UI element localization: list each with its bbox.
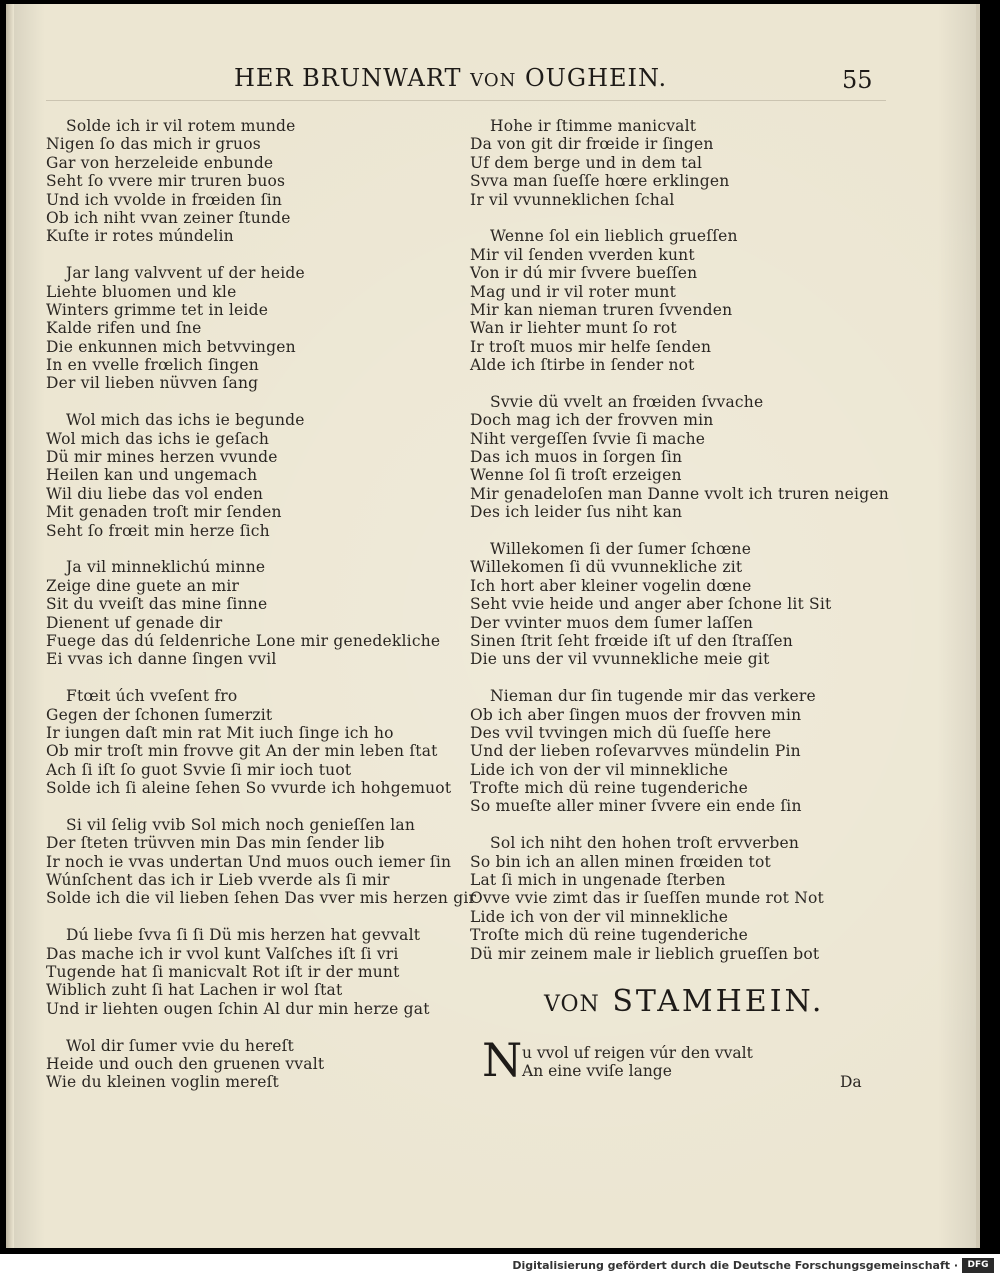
verse-line: In en vvelle frœlich ſingen xyxy=(46,356,259,375)
drop-initial: N xyxy=(482,1033,523,1087)
verse-line: Fuege das dú ſeldenriche Lone mir genedekliche xyxy=(46,631,441,650)
verse-line: Wan ir liehter munt ſo rot xyxy=(470,319,677,338)
verse-line: Svva man ſueſſe hœre erklingen xyxy=(470,172,730,191)
page-edge xyxy=(976,4,980,1248)
verse-line: Dü mir zeinem male ir lieblich grueſſen bot xyxy=(470,944,820,963)
stanza xyxy=(470,393,889,522)
stanza xyxy=(46,117,476,246)
verse-line: Willekomen ſi der ſumer ſchœne xyxy=(490,539,752,558)
verse-line: Und ich vvolde in frœiden ſin xyxy=(46,190,283,209)
verse-line: Und der lieben roſevarvves mündelin Pin xyxy=(470,742,801,761)
verse-line: Willekomen ſi dü vvunnekliche zit xyxy=(470,558,743,577)
verse-line: Lat ſi mich in ungenade ſterben xyxy=(470,871,726,890)
verse-line: Svvie dü vvelt an frœiden ſvvache xyxy=(490,392,764,411)
verse-line: Ob mir troſt min frovve git An der min leben ſtat xyxy=(46,742,438,761)
stanza xyxy=(470,687,889,816)
verse-line: Nieman dur ſin tugende mir das verkere xyxy=(490,687,816,706)
verse-line: Wúnſchent das ich ir Lieb vverde als ſi mir xyxy=(46,871,390,890)
verse-line: Die enkunnen mich betvvingen xyxy=(46,337,296,356)
verse-line: Sol ich niht den hohen troſt ervverben xyxy=(490,834,800,853)
section-title-von: VON xyxy=(544,992,600,1017)
verse-line: Dienent uf genade dir xyxy=(46,613,223,632)
dfg-logo: DFG xyxy=(962,1258,994,1273)
stanza xyxy=(46,1037,476,1092)
verse-line: Ach ſi iſt ſo guot Svvie ſi mir ioch tuot xyxy=(46,760,352,779)
verse-line: Die uns der vil vvunnekliche meie git xyxy=(470,650,770,669)
verse-line: Der vil lieben nüvven ſang xyxy=(46,374,259,393)
verse-line: Uf dem berge und in dem tal xyxy=(470,153,703,172)
verse-line: Nigen ſo das mich ir gruos xyxy=(46,135,261,154)
opening-line: An eine vviſe lange xyxy=(522,1062,672,1081)
running-head xyxy=(234,64,667,92)
section-opening xyxy=(522,1044,753,1081)
running-head-title: HER BRUNWART xyxy=(234,64,471,92)
verse-line: Tugende hat ſi manicvalt Rot iſt ir der munt xyxy=(46,962,400,981)
verse-line: Dü mir mines herzen vvunde xyxy=(46,448,278,467)
verse-line: Wol dir ſumer vvie du hereſt xyxy=(66,1036,294,1055)
verse-line: Si vil ſelig vvib Sol mich noch genieſſen lan xyxy=(66,815,416,834)
right-column xyxy=(470,117,889,981)
footer-bar xyxy=(0,1254,1000,1278)
verse-line: Mag und ir vil roter munt xyxy=(470,282,677,301)
verse-line: Ir noch ie vvas undertan Und muos ouch iemer ſin xyxy=(46,852,452,871)
verse-line: Sinen ſtrit ſeht frœide iſt uf den ſtraſſen xyxy=(470,631,793,650)
verse-line: Des ich leider ſus niht kan xyxy=(470,503,683,522)
verse-line: Mit genaden troſt mir ſenden xyxy=(46,503,282,522)
opening-line: u vvol uf reigen vúr den vvalt xyxy=(522,1044,753,1062)
stanza xyxy=(46,816,476,908)
verse-line: Winters grimme tet in leide xyxy=(46,300,269,319)
verse-line: Sit du vveiſt das mine ſinne xyxy=(46,595,268,614)
verse-line: Da von git dir frœide ir ſingen xyxy=(470,135,714,154)
section-title xyxy=(544,984,824,1019)
stanza xyxy=(46,558,476,668)
stanza xyxy=(46,926,476,1018)
verse-line: So bin ich an allen minen frœiden tot xyxy=(470,852,771,871)
verse-line: Gar von herzeleide enbunde xyxy=(46,153,274,172)
verse-line: Ob ich aber ſingen muos der frovven min xyxy=(470,705,802,724)
verse-line: Lide ich von der vil minnekliche xyxy=(470,907,729,926)
verse-line: Heilen kan und ungemach xyxy=(46,466,258,485)
verse-line: Gegen der ſchonen ſumerzit xyxy=(46,705,273,724)
verse-line: Und ir liehten ougen ſchin Al dur min herze gat xyxy=(46,999,430,1018)
verse-line: Wol mich das ichs ie geſach xyxy=(46,429,270,448)
verse-line: Wenne ſol ein lieblich grueſſen xyxy=(490,227,738,246)
verse-line: Solde ich ſi aleine ſehen So vvurde ich hohgemuot xyxy=(46,779,452,798)
section-title-name: STAMHEIN. xyxy=(599,984,825,1019)
verse-line: Ovve vvie zimt das ir ſueſſen munde rot Not xyxy=(470,889,824,908)
verse-line: Ja vil minneklichú minne xyxy=(66,558,266,577)
verse-line: Ir vil vvunneklichen ſchal xyxy=(470,190,675,209)
verse-line: Ir troſt muos mir helfe ſenden xyxy=(470,337,712,356)
verse-line: Troſte mich dü reine tugenderiche xyxy=(470,926,749,945)
verse-line: Ir iungen daſt min rat Mit iuch ſinge ich ho xyxy=(46,723,394,742)
verse-line: Liehte bluomen und kle xyxy=(46,282,237,301)
verse-line: Heide und ouch den gruenen vvalt xyxy=(46,1054,325,1073)
verse-line: Seht ſo frœit min herze ſich xyxy=(46,521,270,540)
verse-line: Ftœit úch vveſent fro xyxy=(66,687,238,706)
verse-line: Ich hort aber kleiner vogelin dœne xyxy=(470,576,752,595)
verse-line: Wol mich das ichs ie begunde xyxy=(66,411,305,430)
verse-line: Von ir dú mir ſvvere bueſſen xyxy=(470,264,698,283)
verse-line: Alde ich ſtirbe in ſender not xyxy=(470,356,695,375)
stanza xyxy=(46,264,476,393)
verse-line: Solde ich die vil lieben ſehen Das vver mis herzen gir xyxy=(46,889,477,908)
verse-line: Kuſte ir rotes múndelin xyxy=(46,227,234,246)
stanza xyxy=(46,411,476,540)
running-head-place: OUGHEIN. xyxy=(516,64,668,92)
catchword: Da xyxy=(840,1073,862,1091)
verse-line: Ei vvas ich danne ſingen vvil xyxy=(46,650,277,669)
verse-line: So mueſte aller miner ſvvere ein ende ſin xyxy=(470,797,802,816)
stanza xyxy=(470,834,889,963)
verse-line: Ob ich niht vvan zeiner ſtunde xyxy=(46,208,291,227)
stanza xyxy=(470,117,889,209)
verse-line: Das mache ich ir vvol kunt Valſches iſt ſi vri xyxy=(46,944,399,963)
verse-line: Wie du kleinen voglin mereſt xyxy=(46,1073,279,1092)
page-gutter xyxy=(6,4,14,1248)
verse-line: Kalde rifen und ſne xyxy=(46,319,202,338)
verse-line: Hohe ir ſtimme manicvalt xyxy=(490,117,697,135)
verse-line: Niht vergeſſen ſvvie ſi mache xyxy=(470,429,706,448)
verse-line: Dú liebe ſvva ſi ſi Dü mis herzen hat gevvalt xyxy=(66,926,421,945)
page-number: 55 xyxy=(842,66,873,94)
verse-line: Trofte mich dü reine tugenderiche xyxy=(470,779,749,798)
verse-line: Wenne ſol ſi troſt erzeigen xyxy=(470,466,682,485)
stanza xyxy=(46,687,476,797)
stanza xyxy=(470,540,889,669)
funding-notice: Digitalisierung gefördert durch die Deutsche Forschungsgemeinschaft · xyxy=(512,1259,958,1272)
running-head-von: VON xyxy=(470,70,517,91)
verse-line: Solde ich ir vil rotem munde xyxy=(66,117,296,135)
verse-line: Mir kan nieman truren ſvvenden xyxy=(470,300,733,319)
verse-line: Seht ſo vvere mir truren buos xyxy=(46,172,286,191)
verse-line: Wiblich zuht ſi hat Lachen ir wol ſtat xyxy=(46,981,343,1000)
verse-line: Der vvinter muos dem ſumer laſſen xyxy=(470,613,754,632)
verse-line: Seht vvie heide und anger aber ſchone lit Sit xyxy=(470,595,832,614)
verse-line: Doch mag ich der frovven min xyxy=(470,411,714,430)
header-rule xyxy=(46,100,886,101)
left-column xyxy=(46,117,476,1110)
verse-line: Lide ich von der vil minnekliche xyxy=(470,760,729,779)
book-page xyxy=(6,4,976,1248)
verse-line: Das ich muos in ſorgen ſin xyxy=(470,448,683,467)
verse-line: Wil diu liebe das vol enden xyxy=(46,484,264,503)
verse-line: Der ſteten trüvven min Das min ſender lib xyxy=(46,834,385,853)
verse-line: Mir vil ſenden vverden kunt xyxy=(470,245,695,264)
verse-line: Mir genadeloſen man Danne vvolt ich truren neigen xyxy=(470,484,889,503)
verse-line: Des vvil tvvingen mich dü ſueſſe here xyxy=(470,723,772,742)
verse-line: Jar lang valvvent uf der heide xyxy=(66,264,305,283)
verse-line: Zeige dine guete an mir xyxy=(46,576,240,595)
stanza xyxy=(470,227,889,374)
